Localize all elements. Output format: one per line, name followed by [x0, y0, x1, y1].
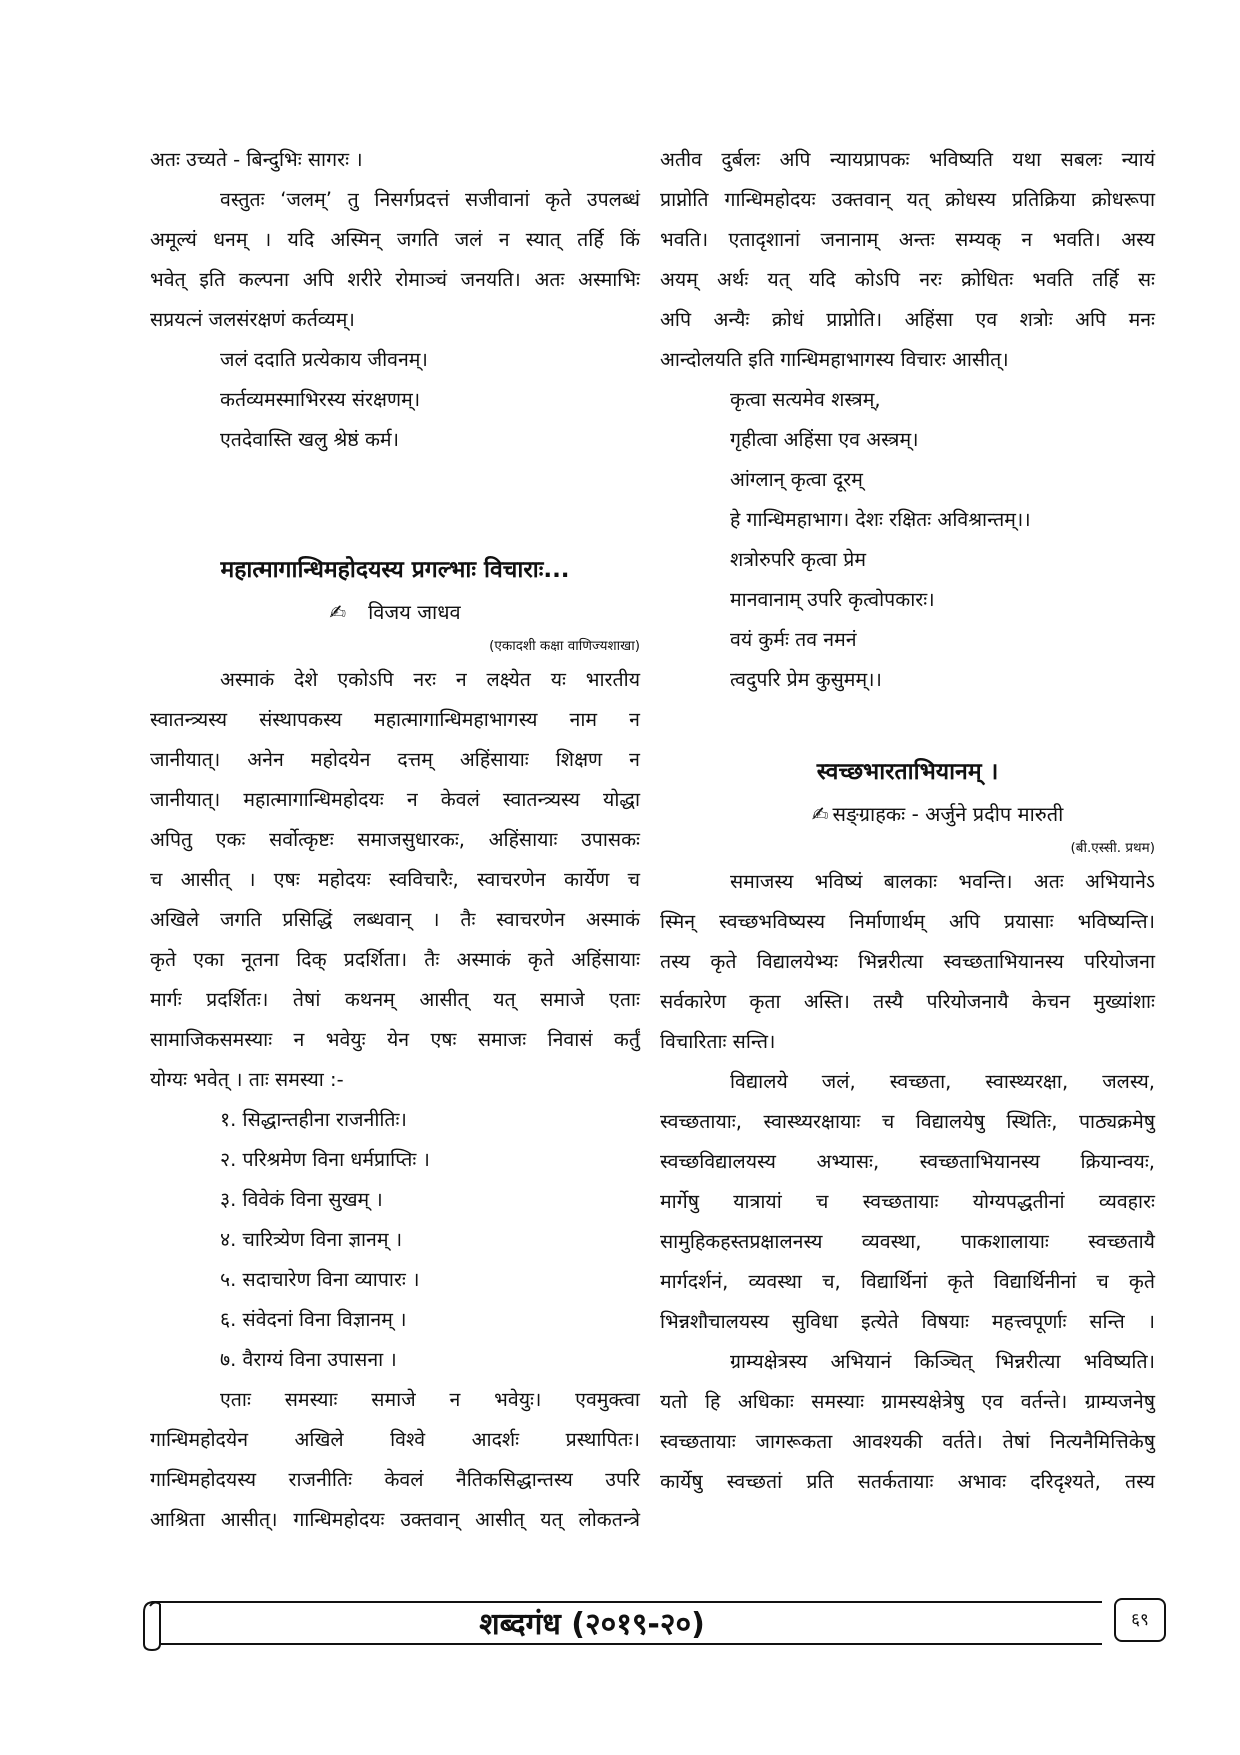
paragraph-line: तस्य कृते विद्यालयेभ्यः भिन्नरीत्या स्वच्छताभियानस्य परियोजना: [660, 950, 1155, 973]
pen-icon: ✍: [811, 802, 829, 826]
verse-line: कर्तव्यमस्माभिरस्य संरक्षणम्।: [220, 388, 421, 411]
article-heading: महात्मागान्धिमहोदयस्य प्रगल्भाः विचाराः...: [220, 557, 570, 583]
author-name: विजय जाधव: [368, 600, 461, 624]
paragraph-line: भवेत् इति कल्पना अपि शरीरे रोमाञ्चं जनयति। अतः अस्माभिः: [150, 268, 640, 291]
paragraph-line: आश्रिता आसीत्। गान्धिमहोदयः उक्तवान् आसीत् यत् लोकतन्त्रे: [150, 1508, 640, 1531]
author-note: (बी.एस्सी. प्रथम): [1070, 840, 1155, 856]
paragraph-line: योग्यः भवेत् । ताः समस्या :-: [150, 1068, 344, 1091]
left-column: [150, 140, 640, 1540]
list-item: ४. चारित्र्येण विना ज्ञानम् ।: [220, 1228, 403, 1251]
verse-line: आंग्लान् कृत्वा दूरम्: [730, 468, 863, 491]
paragraph-line: वस्तुतः ‘जलम्’ तु निसर्गप्रदत्तं सजीवानां कृते उपलब्धं: [220, 188, 640, 211]
list-item: ६. संवेदनां विना विज्ञानम् ।: [220, 1308, 407, 1331]
paragraph-line: गान्धिमहोदयस्य राजनीतिः केवलं नैतिकसिद्धान्तस्य उपरि: [150, 1468, 640, 1491]
paragraph-line: स्वातन्त्र्यस्य संस्थापकस्य महात्मागान्धिमहाभागस्य नाम न: [150, 708, 640, 731]
paragraph-line: भवति। एतादृशानां जनानाम् अन्तः सम्यक् न भवति। अस्य: [660, 228, 1155, 251]
paragraph-line: ग्राम्यक्षेत्रस्य अभियानं किञ्चित् भिन्नरीत्या भविष्यति।: [730, 1350, 1155, 1373]
pen-icon: ✍: [329, 600, 347, 624]
paragraph-line: अखिले जगति प्रसिद्धिं लब्धवान् । तैः स्वाचरणेन अस्माकं: [150, 908, 640, 931]
paragraph-line: अयम् अर्थः यत् यदि कोऽपि नरः क्रोधितः भवति तर्हि सः: [660, 268, 1155, 291]
paragraph-line: समाजस्य भविष्यं बालकाः भवन्ति। अतः अभियानेऽ: [730, 870, 1155, 893]
paragraph-line: सामाजिकसमस्याः न भवेयुः येन एषः समाजः निवासं कर्तुं: [150, 1028, 640, 1051]
verse-line: एतदेवास्ति खलु श्रेष्ठं कर्म।: [220, 428, 399, 451]
list-item: ५. सदाचारेण विना व्यापारः ।: [220, 1268, 420, 1291]
verse-line: मानवानाम् उपरि कृत्वोपकारः।: [730, 588, 935, 611]
paragraph-line: अस्माकं देशे एकोऽपि नरः न लक्ष्येत यः भारतीय: [220, 668, 640, 691]
paragraph-line: मार्गदर्शनं, व्यवस्था च, विद्यार्थिनां कृते विद्यार्थिनीनां च कृते: [660, 1270, 1155, 1293]
paragraph-line: सप्रयत्नं जलसंरक्षणं कर्तव्यम्।: [150, 308, 355, 331]
verse-line: जलं ददाति प्रत्येकाय जीवनम्।: [220, 348, 428, 371]
list-item: २. परिश्रमेण विना धर्मप्राप्तिः ।: [220, 1148, 430, 1171]
paragraph-line: भिन्नशौचालयस्य सुविधा इत्येते विषयाः महत्त्वपूर्णाः सन्ति ।: [660, 1310, 1155, 1333]
paragraph-line: गान्धिमहोदयेन अखिले विश्वे आदर्शः प्रस्थापितः।: [150, 1428, 640, 1451]
verse-line: हे गान्धिमहाभाग। देशः रक्षितः अविश्रान्तम्।।: [730, 508, 1031, 531]
paragraph-line: अमूल्यं धनम् । यदि अस्मिन् जगति जलं न स्यात् तर्हि किं: [150, 228, 640, 251]
author-line: [150, 592, 640, 632]
verse-line: गृहीत्वा अहिंसा एव अस्त्रम्।: [730, 428, 919, 451]
verse-line: शत्रोरुपरि कृत्वा प्रेम: [730, 548, 867, 571]
paragraph-line: स्वच्छतायाः, स्वास्थ्यरक्षायाः च विद्यालयेषु स्थितिः, पाठ्यक्रमेषु: [660, 1110, 1155, 1133]
verse-line: कृत्वा सत्यमेव शस्त्रम्,: [730, 388, 881, 411]
paragraph-line: स्वच्छतायाः जागरूकता आवश्यकी वर्तते। तेषां नित्यनैमित्तिकेषु: [660, 1430, 1155, 1453]
paragraph-line: कृते एका नूतना दिक् प्रदर्शिता। तैः अस्माकं कृते अहिंसायाः: [150, 948, 640, 971]
right-column: [660, 140, 1155, 1502]
list-item: ३. विवेकं विना सुखम् ।: [220, 1188, 383, 1211]
page-number: ६९: [1114, 1598, 1166, 1642]
paragraph-line: अतीव दुर्बलः अपि न्यायप्रापकः भविष्यति यथा सबलः न्यायं: [660, 148, 1155, 171]
paragraph-line: अतः उच्यते - बिन्दुभिः सागरः ।: [150, 148, 363, 171]
verse-line: त्वदुपरि प्रेम कुसुमम्।।: [730, 668, 882, 691]
author-line: [660, 794, 1155, 834]
paragraph-line: स्मिन् स्वच्छभविष्यस्य निर्माणार्थम् अपि प्रयासाः भविष्यन्ति।: [660, 910, 1155, 933]
author-name: सङ्ग्राहकः - अर्जुने प्रदीप मारुती: [832, 802, 1064, 826]
author-note: (एकादशी कक्षा वाणिज्यशाखा): [489, 638, 640, 654]
article-heading: स्वच्छभारताभियानम् ।: [816, 759, 999, 785]
paragraph-line: अपितु एकः सर्वोत्कृष्टः समाजसुधारकः, अहिंसायाः उपासकः: [150, 828, 640, 851]
publication-title: शब्दगंध (२०१९-२०): [479, 1607, 705, 1642]
paragraph-line: एताः समस्याः समाजे न भवेयुः। एवमुक्त्वा: [220, 1388, 640, 1411]
paragraph-line: आन्दोलयति इति गान्धिमहाभागस्य विचारः आसीत्।: [660, 348, 1009, 371]
paragraph-line: विचारिताः सन्ति।: [660, 1030, 776, 1053]
paragraph-line: मार्गः प्रदर्शितः। तेषां कथनम् आसीत् यत् समाजे एताः: [150, 988, 640, 1011]
paragraph-line: यतो हि अधिकाः समस्याः ग्रामस्यक्षेत्रेषु एव वर्तन्ते। ग्राम्यजनेषु: [660, 1390, 1155, 1413]
paragraph-line: स्वच्छविद्यालयस्य अभ्यासः, स्वच्छताभियानस्य क्रियान्वयः,: [660, 1150, 1155, 1173]
verse-line: वयं कुर्मः तव नमनं: [730, 628, 857, 651]
paragraph-line: विद्यालये जलं, स्वच्छता, स्वास्थ्यरक्षा, जलस्य,: [730, 1070, 1155, 1093]
paragraph-line: जानीयात्। अनेन महोदयेन दत्तम् अहिंसायाः शिक्षण न: [150, 748, 640, 771]
list-item: १. सिद्धान्तहीना राजनीतिः।: [220, 1108, 407, 1131]
paragraph-line: अपि अन्यैः क्रोधं प्राप्नोति। अहिंसा एव शत्रोः अपि मनः: [660, 308, 1155, 331]
paragraph-line: च आसीत् । एषः महोदयः स्वविचारैः, स्वाचरणेन कार्येण च: [150, 868, 640, 891]
paragraph-line: कार्येषु स्वच्छतां प्रति सतर्कतायाः अभावः दरिदृश्यते, तस्य: [660, 1470, 1155, 1493]
list-item: ७. वैराग्यं विना उपासना ।: [220, 1348, 397, 1371]
page-footer: [142, 1592, 1172, 1652]
paragraph-line: सर्वकारेण कृता अस्ति। तस्यै परियोजनायै केचन मुख्यांशाः: [660, 990, 1155, 1013]
paragraph-line: मार्गेषु यात्रायां च स्वच्छतायाः योग्यपद्धतीनां व्यवहारः: [660, 1190, 1155, 1213]
paragraph-line: प्राप्नोति गान्धिमहोदयः उक्तवान् यत् क्रोधस्य प्रतिक्रिया क्रोधरूपा: [660, 188, 1155, 211]
paragraph-line: जानीयात्। महात्मागान्धिमहोदयः न केवलं स्वातन्त्र्यस्य योद्धा: [150, 788, 640, 811]
paragraph-line: सामुहिकहस्तप्रक्षालनस्य व्यवस्था, पाकशालायाः स्वच्छतायै: [660, 1230, 1155, 1253]
